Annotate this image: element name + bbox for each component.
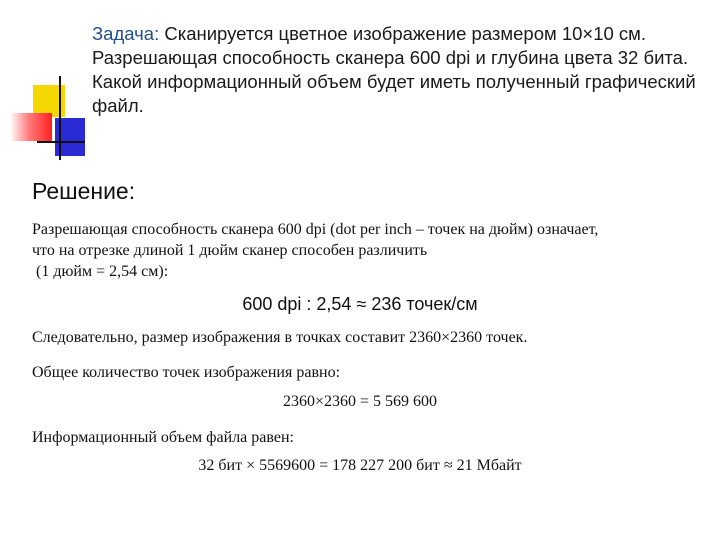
paragraph-line: Разрешающая способность сканера 600 dpi (dot per inch – точек на дюйм) означает, [32, 221, 599, 238]
task-label: Задача: [92, 23, 160, 44]
solution-heading: Решение: [32, 178, 136, 204]
solution-paragraph-4: Информационный объем файла равен: [32, 429, 294, 446]
task-text: Сканируется цветное изображение размером 10×10 см. Разрешающая способность сканера 600 dpi и глубина цвета 32 бита. Какой информационный объем будет иметь полученный графический файл. [92, 23, 696, 116]
solution-paragraph-3: Общее количество точек изображения равно: [32, 364, 341, 381]
formula-points: 2360×2360 = 5 569 600 [282, 393, 438, 410]
decorative-logo [0, 0, 100, 170]
paragraph-line: (1 дюйм = 2,54 см): [32, 263, 169, 280]
task-statement [92, 22, 702, 118]
solution-paragraph-1 [32, 219, 682, 282]
vertical-line [59, 76, 61, 160]
solution-paragraph-2: Следовательно, размер изображения в точках составит 2360×2360 точек. [32, 329, 528, 346]
red-gradient-bar [10, 113, 52, 141]
horizontal-line [37, 141, 85, 143]
formula-volume: 32 бит × 5569600 = 178 227 200 бит ≈ 21 Мбайт [198, 457, 522, 474]
paragraph-line: что на отрезке длиной 1 дюйм сканер способен различить [32, 242, 428, 259]
formula-dpi: 600 dpi : 2,54 ≈ 236 точек/см [242, 294, 478, 314]
